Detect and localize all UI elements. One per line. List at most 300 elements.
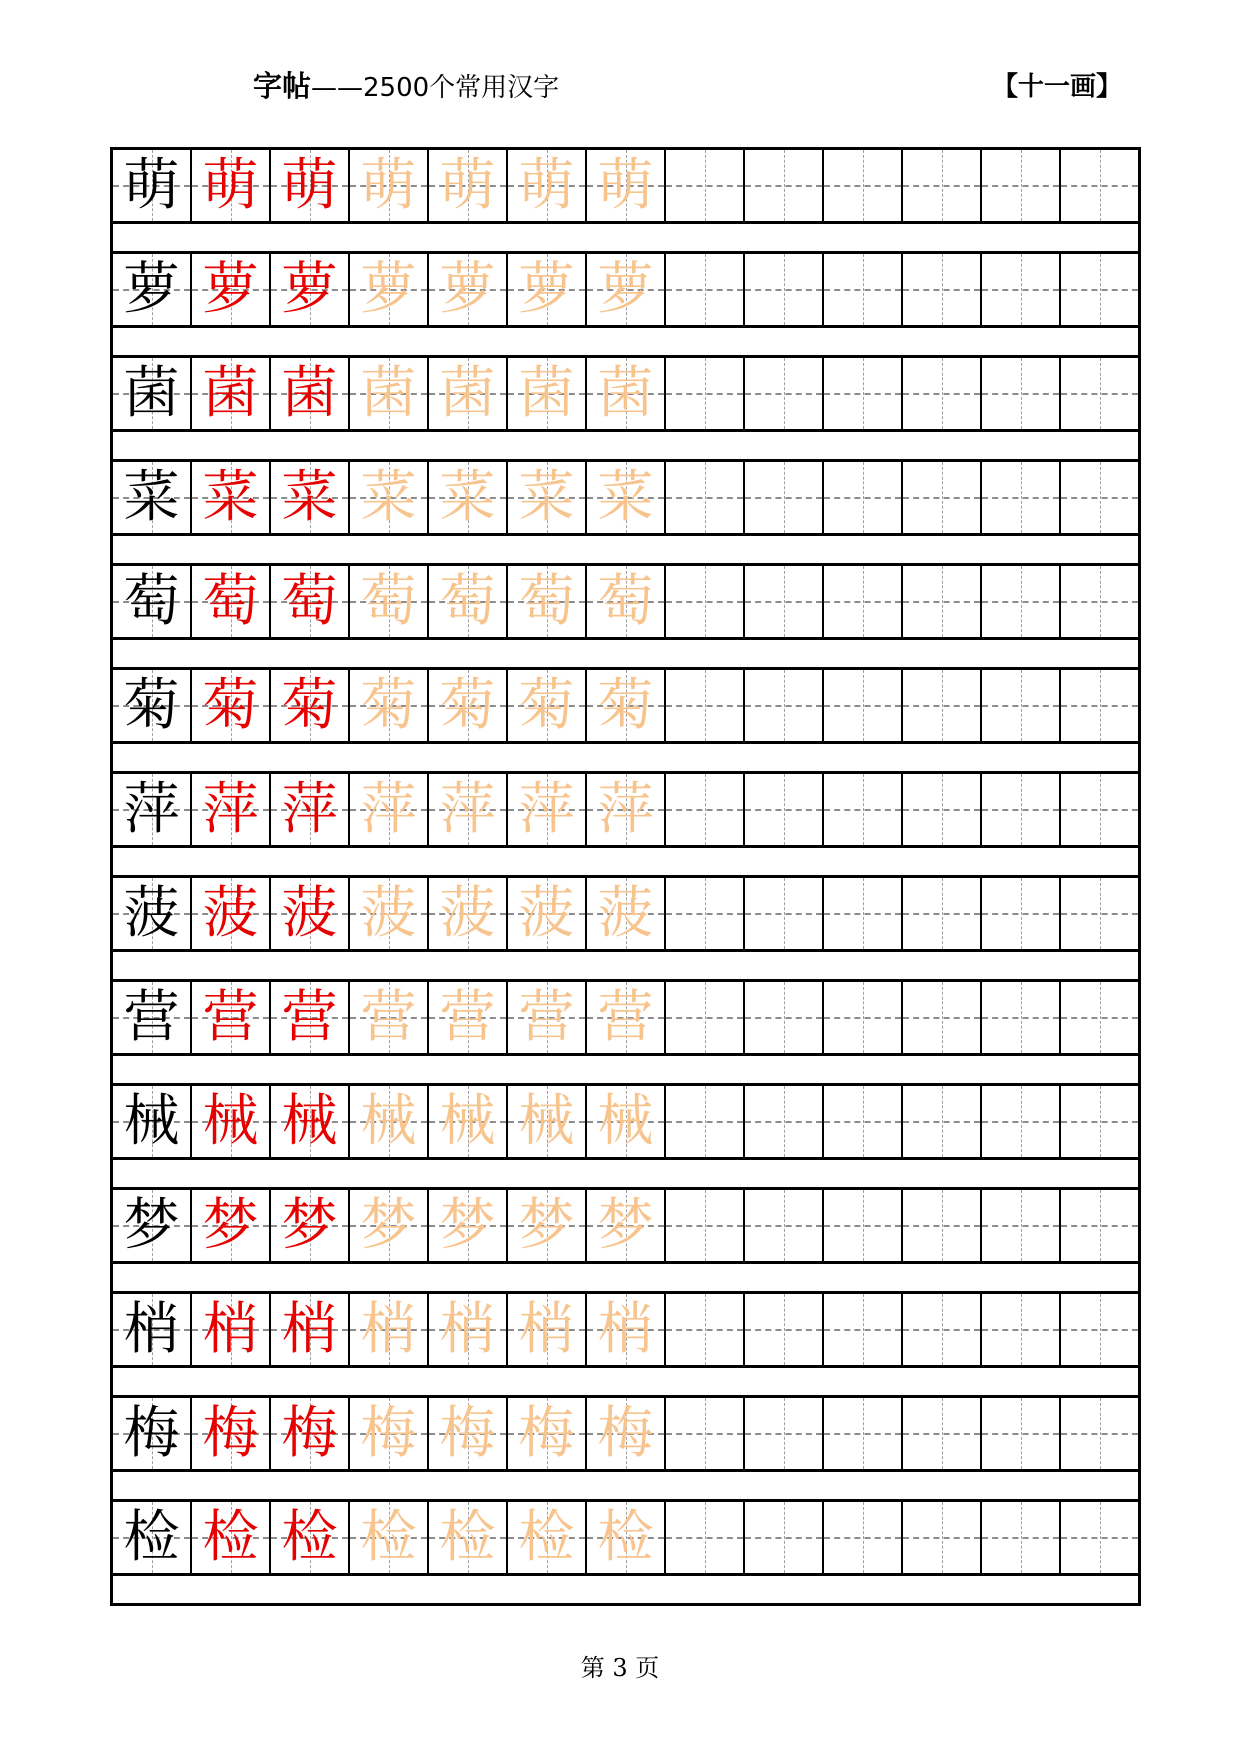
empty-practice-cell [982, 1398, 1061, 1469]
practice-character: 梢 [439, 1296, 496, 1362]
trace-character-cell [587, 462, 666, 533]
practice-character: 梅 [123, 1400, 180, 1466]
practice-character: 菌 [281, 360, 338, 426]
empty-practice-cell [982, 358, 1061, 429]
empty-practice-cell [745, 1190, 824, 1261]
practice-character: 梢 [360, 1296, 417, 1362]
practice-character: 萄 [360, 568, 417, 634]
trace-character-cell [429, 566, 508, 637]
practice-character: 菜 [123, 464, 180, 530]
empty-practice-cell [1061, 254, 1138, 325]
practice-character: 营 [281, 984, 338, 1050]
empty-practice-cell [745, 774, 824, 845]
trace-character-cell [429, 1086, 508, 1157]
trace-character-cell [350, 358, 429, 429]
practice-character: 萌 [597, 152, 654, 218]
trace-character-cell [350, 1086, 429, 1157]
practice-character: 梢 [518, 1296, 575, 1362]
trace-character-cell [429, 1502, 508, 1573]
red-example-cell [192, 1502, 271, 1573]
practice-character: 菜 [439, 464, 496, 530]
empty-practice-cell [666, 462, 745, 533]
spacer-row [113, 744, 1138, 774]
practice-character: 萄 [518, 568, 575, 634]
trace-character-cell [350, 462, 429, 533]
trace-character-cell [350, 150, 429, 221]
red-example-cell [192, 254, 271, 325]
red-example-cell [192, 1294, 271, 1365]
practice-row [113, 1086, 1138, 1160]
red-example-cell [192, 1190, 271, 1261]
trace-character-cell [587, 1294, 666, 1365]
empty-practice-cell [903, 358, 982, 429]
empty-practice-cell [666, 774, 745, 845]
header-stroke-section: 【十一画】 [991, 72, 1122, 102]
practice-row [113, 358, 1138, 432]
empty-practice-cell [1061, 1398, 1138, 1469]
practice-character: 检 [281, 1504, 338, 1570]
trace-character-cell [508, 774, 587, 845]
empty-practice-cell [1061, 462, 1138, 533]
trace-character-cell [429, 358, 508, 429]
trace-character-cell [350, 982, 429, 1053]
empty-practice-cell [903, 254, 982, 325]
empty-practice-cell [824, 358, 903, 429]
empty-practice-cell [982, 566, 1061, 637]
practice-row [113, 462, 1138, 536]
empty-practice-cell [745, 566, 824, 637]
trace-character-cell [350, 566, 429, 637]
empty-practice-cell [666, 566, 745, 637]
practice-character: 梦 [518, 1192, 575, 1258]
practice-character: 萍 [123, 776, 180, 842]
trace-character-cell [508, 1502, 587, 1573]
red-example-cell [192, 462, 271, 533]
practice-character: 械 [518, 1088, 575, 1154]
red-example-cell [192, 878, 271, 949]
header-title [253, 64, 559, 105]
empty-practice-cell [666, 1398, 745, 1469]
practice-row [113, 878, 1138, 952]
empty-practice-cell [824, 1502, 903, 1573]
empty-practice-cell [1061, 878, 1138, 949]
empty-practice-cell [903, 150, 982, 221]
model-character-cell [113, 1294, 192, 1365]
spacer-row [113, 432, 1138, 462]
practice-character: 菜 [281, 464, 338, 530]
practice-character: 萌 [123, 152, 180, 218]
empty-practice-cell [982, 1294, 1061, 1365]
practice-character: 萌 [360, 152, 417, 218]
trace-character-cell [587, 1190, 666, 1261]
practice-row [113, 670, 1138, 744]
trace-character-cell [429, 1398, 508, 1469]
model-character-cell [113, 1502, 192, 1573]
red-example-cell [271, 358, 350, 429]
header-title-rest: ——2500个常用汉字 [311, 73, 560, 103]
practice-character: 梅 [202, 1400, 259, 1466]
practice-character: 菊 [202, 672, 259, 738]
red-example-cell [271, 774, 350, 845]
empty-practice-cell [666, 1190, 745, 1261]
trace-character-cell [429, 150, 508, 221]
trace-character-cell [350, 1398, 429, 1469]
practice-character: 萄 [439, 568, 496, 634]
practice-character: 械 [597, 1088, 654, 1154]
practice-character: 营 [360, 984, 417, 1050]
header-title-main: 字帖 [253, 69, 312, 103]
empty-practice-cell [824, 774, 903, 845]
empty-practice-cell [824, 566, 903, 637]
empty-practice-cell [982, 1502, 1061, 1573]
trace-character-cell [508, 982, 587, 1053]
practice-row [113, 774, 1138, 848]
empty-practice-cell [982, 982, 1061, 1053]
empty-practice-cell [666, 254, 745, 325]
trace-character-cell [587, 982, 666, 1053]
practice-character: 菜 [202, 464, 259, 530]
spacer-row [113, 1472, 1138, 1502]
page-number: 第 3 页 [580, 1654, 660, 1682]
practice-character: 检 [360, 1504, 417, 1570]
trace-character-cell [350, 1502, 429, 1573]
practice-character: 梅 [360, 1400, 417, 1466]
trace-character-cell [429, 1294, 508, 1365]
page-header [0, 64, 1240, 108]
empty-practice-cell [1061, 150, 1138, 221]
practice-character: 菠 [597, 880, 654, 946]
practice-row [113, 1502, 1138, 1576]
red-example-cell [271, 982, 350, 1053]
practice-row [113, 1294, 1138, 1368]
practice-character: 萌 [518, 152, 575, 218]
practice-row [113, 254, 1138, 328]
practice-character: 萄 [202, 568, 259, 634]
practice-character: 营 [439, 984, 496, 1050]
practice-character: 检 [439, 1504, 496, 1570]
trace-character-cell [587, 358, 666, 429]
practice-row [113, 150, 1138, 224]
empty-practice-cell [982, 1086, 1061, 1157]
spacer-row [113, 640, 1138, 670]
red-example-cell [271, 462, 350, 533]
empty-practice-cell [745, 254, 824, 325]
empty-practice-cell [903, 878, 982, 949]
empty-practice-cell [903, 1398, 982, 1469]
empty-practice-cell [1061, 982, 1138, 1053]
practice-character: 梅 [597, 1400, 654, 1466]
practice-character: 萌 [439, 152, 496, 218]
practice-character: 菠 [123, 880, 180, 946]
practice-character: 梦 [360, 1192, 417, 1258]
empty-practice-cell [824, 254, 903, 325]
red-example-cell [192, 774, 271, 845]
practice-character: 梦 [123, 1192, 180, 1258]
trace-character-cell [429, 774, 508, 845]
spacer-row [113, 1056, 1138, 1086]
trace-character-cell [429, 982, 508, 1053]
trace-character-cell [429, 878, 508, 949]
practice-character: 菌 [439, 360, 496, 426]
model-character-cell [113, 774, 192, 845]
empty-practice-cell [982, 670, 1061, 741]
practice-character: 萌 [202, 152, 259, 218]
empty-practice-cell [903, 1190, 982, 1261]
red-example-cell [271, 150, 350, 221]
model-character-cell [113, 1086, 192, 1157]
red-example-cell [271, 1190, 350, 1261]
practice-character: 梢 [281, 1296, 338, 1362]
practice-character: 萝 [597, 256, 654, 322]
model-character-cell [113, 254, 192, 325]
spacer-row [113, 328, 1138, 358]
practice-character: 菜 [518, 464, 575, 530]
practice-character: 菜 [360, 464, 417, 530]
empty-practice-cell [982, 254, 1061, 325]
practice-character: 械 [281, 1088, 338, 1154]
model-character-cell [113, 1190, 192, 1261]
trace-character-cell [587, 150, 666, 221]
practice-character: 梅 [281, 1400, 338, 1466]
empty-practice-cell [666, 1502, 745, 1573]
empty-practice-cell [745, 982, 824, 1053]
trace-character-cell [508, 1086, 587, 1157]
trace-character-cell [350, 670, 429, 741]
red-example-cell [271, 878, 350, 949]
practice-character: 械 [439, 1088, 496, 1154]
practice-row [113, 566, 1138, 640]
practice-character: 菠 [518, 880, 575, 946]
practice-character: 械 [360, 1088, 417, 1154]
empty-practice-cell [903, 982, 982, 1053]
empty-practice-cell [745, 150, 824, 221]
empty-practice-cell [824, 150, 903, 221]
trace-character-cell [508, 1190, 587, 1261]
practice-character: 萍 [518, 776, 575, 842]
trace-character-cell [429, 254, 508, 325]
model-character-cell [113, 150, 192, 221]
trace-character-cell [508, 254, 587, 325]
empty-practice-cell [903, 1294, 982, 1365]
spacer-row [113, 224, 1138, 254]
empty-practice-cell [824, 1294, 903, 1365]
empty-practice-cell [1061, 1502, 1138, 1573]
practice-row [113, 1190, 1138, 1264]
practice-character: 萝 [518, 256, 575, 322]
red-example-cell [192, 1398, 271, 1469]
practice-character: 检 [597, 1504, 654, 1570]
empty-practice-cell [824, 1086, 903, 1157]
empty-practice-cell [666, 1294, 745, 1365]
empty-practice-cell [666, 982, 745, 1053]
trace-character-cell [508, 1398, 587, 1469]
model-character-cell [113, 1398, 192, 1469]
practice-character: 萍 [597, 776, 654, 842]
spacer-row [113, 848, 1138, 878]
practice-character: 检 [123, 1504, 180, 1570]
practice-character: 营 [597, 984, 654, 1050]
trace-character-cell [587, 1398, 666, 1469]
empty-practice-cell [666, 670, 745, 741]
empty-practice-cell [982, 462, 1061, 533]
trace-character-cell [508, 150, 587, 221]
red-example-cell [192, 150, 271, 221]
red-example-cell [271, 254, 350, 325]
practice-character: 梢 [123, 1296, 180, 1362]
practice-character: 菊 [439, 672, 496, 738]
practice-character: 菊 [518, 672, 575, 738]
model-character-cell [113, 462, 192, 533]
empty-practice-cell [903, 566, 982, 637]
practice-character: 萝 [123, 256, 180, 322]
practice-character: 萍 [281, 776, 338, 842]
practice-character: 营 [123, 984, 180, 1050]
trace-character-cell [587, 670, 666, 741]
practice-character: 营 [202, 984, 259, 1050]
empty-practice-cell [666, 1086, 745, 1157]
practice-character: 梅 [518, 1400, 575, 1466]
practice-character: 萝 [202, 256, 259, 322]
practice-character: 菌 [202, 360, 259, 426]
trace-character-cell [350, 254, 429, 325]
empty-practice-cell [903, 1502, 982, 1573]
trace-character-cell [508, 670, 587, 741]
spacer-row [113, 1576, 1138, 1603]
model-character-cell [113, 358, 192, 429]
empty-practice-cell [824, 1190, 903, 1261]
empty-practice-cell [1061, 1190, 1138, 1261]
empty-practice-cell [824, 1398, 903, 1469]
red-example-cell [271, 1086, 350, 1157]
trace-character-cell [508, 358, 587, 429]
practice-character: 梦 [202, 1192, 259, 1258]
empty-practice-cell [745, 1294, 824, 1365]
empty-practice-cell [1061, 1294, 1138, 1365]
practice-character: 菊 [597, 672, 654, 738]
practice-character: 萍 [360, 776, 417, 842]
trace-character-cell [350, 1190, 429, 1261]
practice-character: 菊 [360, 672, 417, 738]
trace-character-cell [587, 1502, 666, 1573]
practice-character: 菠 [360, 880, 417, 946]
practice-character: 菜 [597, 464, 654, 530]
red-example-cell [192, 1086, 271, 1157]
trace-character-cell [587, 1086, 666, 1157]
practice-character: 菊 [123, 672, 180, 738]
empty-practice-cell [745, 1398, 824, 1469]
empty-practice-cell [824, 462, 903, 533]
trace-character-cell [587, 878, 666, 949]
model-character-cell [113, 982, 192, 1053]
empty-practice-cell [903, 774, 982, 845]
empty-practice-cell [903, 462, 982, 533]
empty-practice-cell [982, 878, 1061, 949]
empty-practice-cell [666, 358, 745, 429]
empty-practice-cell [666, 878, 745, 949]
practice-character: 萍 [439, 776, 496, 842]
trace-character-cell [587, 566, 666, 637]
practice-character: 械 [123, 1088, 180, 1154]
empty-practice-cell [745, 462, 824, 533]
practice-character: 营 [518, 984, 575, 1050]
empty-practice-cell [1061, 358, 1138, 429]
empty-practice-cell [745, 358, 824, 429]
practice-character: 萄 [123, 568, 180, 634]
empty-practice-cell [824, 982, 903, 1053]
empty-practice-cell [903, 1086, 982, 1157]
empty-practice-cell [903, 670, 982, 741]
practice-character: 械 [202, 1088, 259, 1154]
practice-character: 萄 [597, 568, 654, 634]
empty-practice-cell [982, 1190, 1061, 1261]
practice-character: 菌 [123, 360, 180, 426]
practice-character: 检 [202, 1504, 259, 1570]
practice-character: 萌 [281, 152, 338, 218]
trace-character-cell [350, 774, 429, 845]
trace-character-cell [429, 462, 508, 533]
trace-character-cell [508, 878, 587, 949]
practice-character: 梅 [439, 1400, 496, 1466]
empty-practice-cell [1061, 670, 1138, 741]
model-character-cell [113, 878, 192, 949]
empty-practice-cell [982, 150, 1061, 221]
model-character-cell [113, 670, 192, 741]
practice-character: 菠 [281, 880, 338, 946]
empty-practice-cell [745, 1502, 824, 1573]
empty-practice-cell [745, 878, 824, 949]
empty-practice-cell [824, 878, 903, 949]
practice-character: 菌 [360, 360, 417, 426]
spacer-row [113, 1368, 1138, 1398]
trace-character-cell [587, 254, 666, 325]
practice-character: 梢 [597, 1296, 654, 1362]
red-example-cell [271, 670, 350, 741]
red-example-cell [192, 670, 271, 741]
practice-character: 菊 [281, 672, 338, 738]
practice-character: 菌 [597, 360, 654, 426]
empty-practice-cell [1061, 566, 1138, 637]
practice-character: 菠 [439, 880, 496, 946]
empty-practice-cell [1061, 1086, 1138, 1157]
empty-practice-cell [745, 1086, 824, 1157]
red-example-cell [271, 1294, 350, 1365]
empty-practice-cell [1061, 774, 1138, 845]
practice-character: 菠 [202, 880, 259, 946]
practice-character: 萝 [360, 256, 417, 322]
practice-grid [110, 147, 1141, 1606]
empty-practice-cell [666, 150, 745, 221]
red-example-cell [271, 1502, 350, 1573]
empty-practice-cell [745, 670, 824, 741]
practice-character: 检 [518, 1504, 575, 1570]
trace-character-cell [508, 566, 587, 637]
trace-character-cell [587, 774, 666, 845]
spacer-row [113, 952, 1138, 982]
empty-practice-cell [982, 774, 1061, 845]
practice-row [113, 982, 1138, 1056]
spacer-row [113, 536, 1138, 566]
practice-character: 梦 [281, 1192, 338, 1258]
practice-character: 萝 [281, 256, 338, 322]
practice-character: 萄 [281, 568, 338, 634]
trace-character-cell [350, 878, 429, 949]
practice-character: 菌 [518, 360, 575, 426]
red-example-cell [192, 566, 271, 637]
practice-character: 萝 [439, 256, 496, 322]
spacer-row [113, 1160, 1138, 1190]
model-character-cell [113, 566, 192, 637]
trace-character-cell [429, 670, 508, 741]
